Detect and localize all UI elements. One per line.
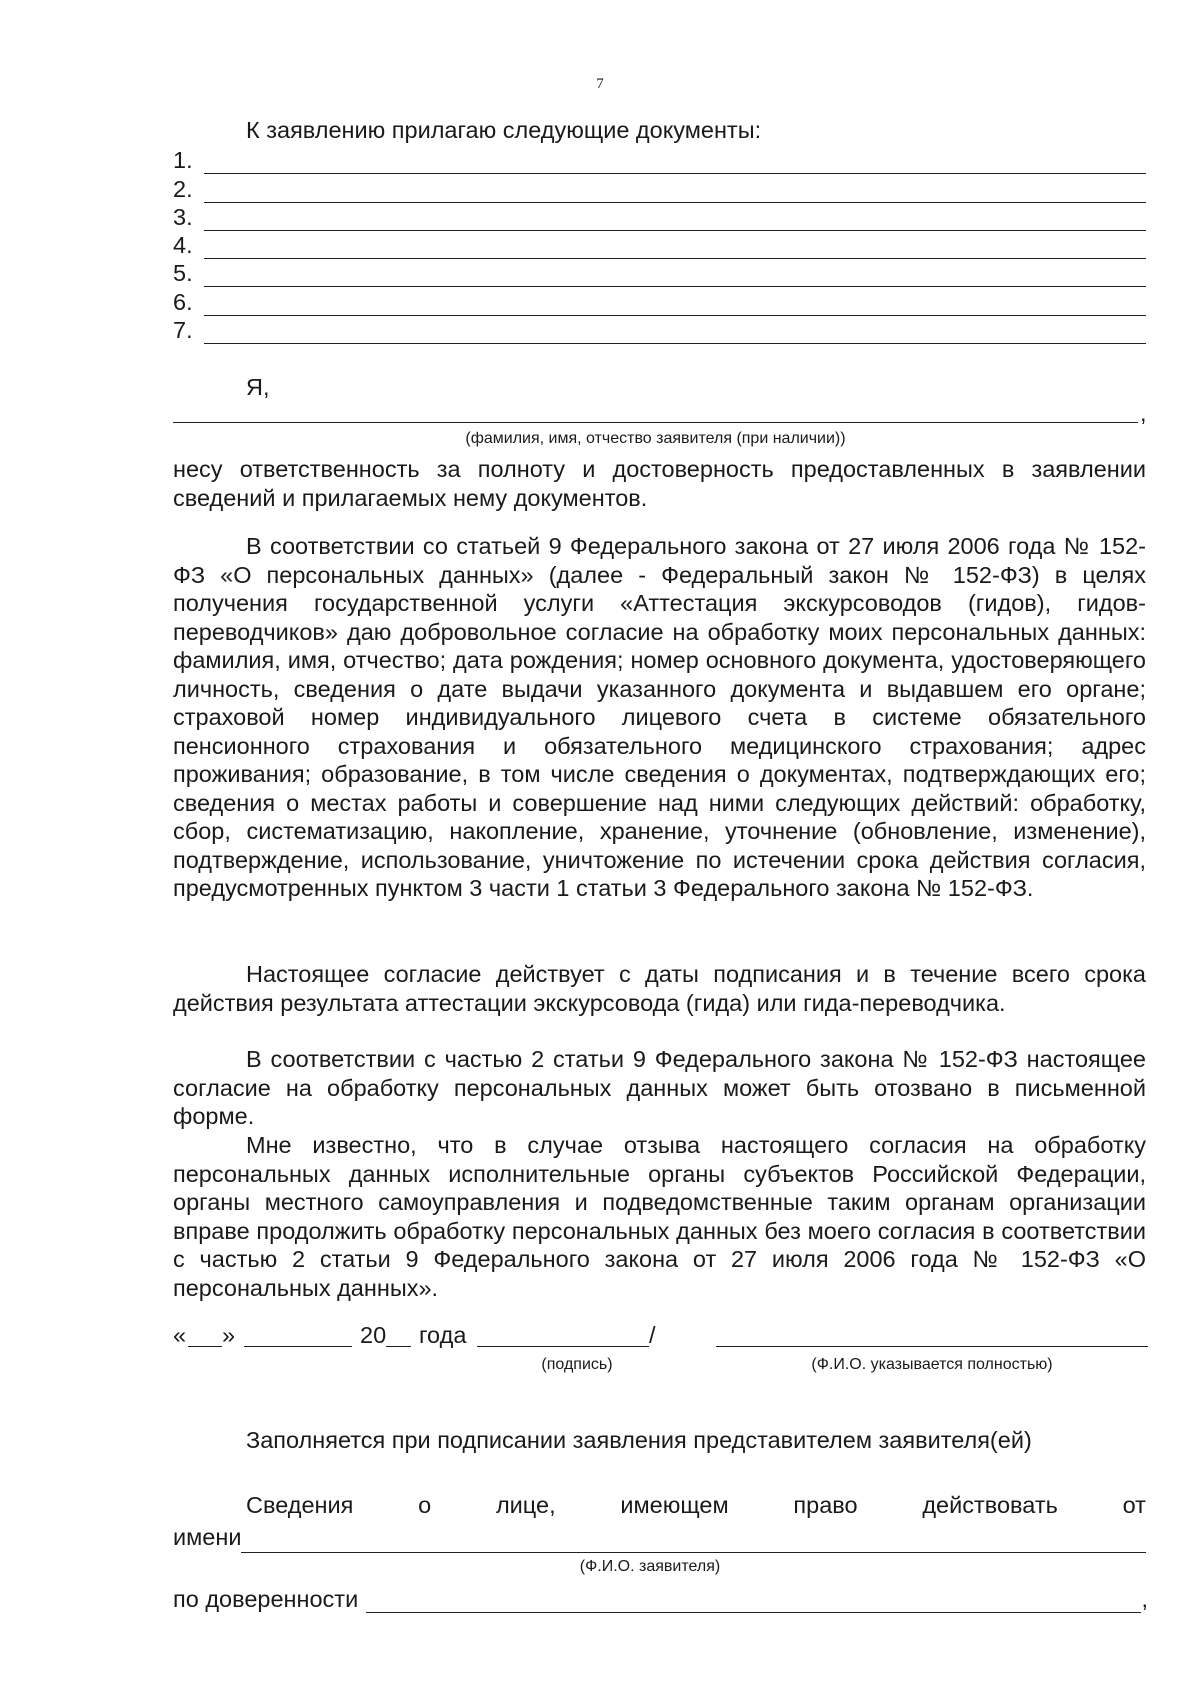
responsibility-paragraph: несу ответственность за полноту и достоверность предоставленных в заявлении сведений и прилагаемых нему документов. — [173, 456, 1146, 511]
word: Сведения — [246, 1492, 354, 1518]
signer-fio-blank-line[interactable] — [716, 1346, 1148, 1347]
word: право — [793, 1492, 858, 1518]
attachment-number: 3. — [173, 203, 193, 230]
quote-close: » — [222, 1322, 236, 1348]
attachment-row[interactable] — [173, 316, 1146, 344]
applicant-fio-caption: (фамилия, имя, отчество заявителя (при наличии)) — [465, 430, 846, 447]
applicant-fio-comma: , — [1140, 400, 1147, 426]
representative-note: Заполняется при подписании заявления представителем заявителя(ей) — [246, 1427, 1032, 1453]
applicant-name-blank-line[interactable] — [241, 1526, 1146, 1553]
representative-info-line — [173, 1489, 1146, 1521]
consent-paragraph-2: Настоящее согласие действует с даты подписания и в течение всего срока действия результата аттестации экскурсовода (гида) или гида-переводчика. — [173, 961, 1146, 1016]
attachment-row[interactable] — [173, 174, 1146, 202]
attachment-row[interactable] — [173, 146, 1146, 174]
signature-slash: / — [649, 1322, 656, 1348]
attachment-number: 1. — [173, 147, 193, 174]
consent-paragraph-4: Мне известно, что в случае отзыва настоящего согласия на обработку персональных данных исполнительные органы субъектов Российской Федерации, органы местного самоуправления и подведомственные таким органам организации вправе продолжить обработку персональных данных без моего согласия в соответствии с частью 2 статьи 9 Федерального закона от 27 июля 2006 года № 152-ФЗ «О персональных данных». — [173, 1132, 1146, 1301]
attachment-blank-line[interactable] — [204, 264, 1146, 287]
applicant-name-caption: (Ф.И.О. заявителя) — [579, 1558, 721, 1575]
imeni-label: имени — [173, 1524, 242, 1550]
attachment-blank-line[interactable] — [204, 293, 1146, 316]
attachment-blank-line[interactable] — [204, 321, 1146, 344]
signature-row — [173, 1321, 1153, 1355]
attachment-blank-line[interactable] — [204, 180, 1146, 203]
attachment-number: 4. — [173, 232, 193, 259]
year-suffix: года — [419, 1322, 467, 1348]
year-prefix: 20 — [360, 1322, 387, 1348]
declaration-ya: Я, — [246, 374, 270, 400]
attachment-number: 7. — [173, 317, 193, 344]
attachment-number: 2. — [173, 175, 193, 202]
page-number: 7 — [596, 76, 604, 92]
year-blank-line[interactable] — [386, 1346, 411, 1347]
attachment-row[interactable] — [173, 259, 1146, 287]
power-of-attorney-label: по доверенности — [173, 1586, 359, 1612]
signature-caption: (подпись) — [541, 1356, 613, 1373]
power-of-attorney-blank-line[interactable] — [366, 1586, 1141, 1613]
attachment-blank-line[interactable] — [204, 208, 1146, 231]
consent-paragraph-3: В соответствии с частью 2 статьи 9 Федерального закона № 152-ФЗ настоящее согласие на обработку персональных данных может быть отозвано в письменной форме. — [173, 1046, 1146, 1129]
applicant-fio-blank-line[interactable] — [173, 422, 1138, 423]
representative-info — [173, 1489, 1146, 1553]
attachment-blank-line[interactable] — [204, 236, 1146, 259]
quote-open: « — [173, 1322, 187, 1348]
attachment-row[interactable] — [173, 203, 1146, 231]
signature-blank-line[interactable] — [477, 1346, 649, 1347]
representative-imeni-line — [173, 1521, 1146, 1553]
attachment-row[interactable] — [173, 287, 1146, 315]
day-blank-line[interactable] — [188, 1346, 222, 1347]
attachments-list — [173, 146, 1146, 344]
attachment-row[interactable] — [173, 231, 1146, 259]
month-blank-line[interactable] — [244, 1346, 352, 1347]
consent-paragraph-1: В соответствии со статьей 9 Федерального закона от 27 июля 2006 года № 152-ФЗ «О персональных данных» (далее - Федеральный закон № 152-ФЗ) в целях получения государственной услуги «Аттестация экскурсоводов (гидов), гидов-переводчиков» даю добровольное согласие на обработку моих персональных данных: фамилия, имя, отчество; дата рождения; номер основного документа, удостоверяющего личность, сведения о дате выдачи указанного документа и выдавшем его органе; страховой номер индивидуального лицевого счета в системе обязательного пенсионного страхования и обязательного медицинского страхования; адрес проживания; образование, в том числе сведения о документах, подтверждающих его; сведения о местах работы и совершение над ними следующих действий: обработку, сбор, систематизацию, накопление, хранение, уточнение (обновление, изменение), подтверждение, использование, уничтожение по истечении срока действия согласия, предусмотренных пунктом 3 части 1 статьи 3 Федерального закона № 152-ФЗ. — [173, 533, 1146, 901]
word: действовать — [922, 1492, 1058, 1518]
word: имеющем — [620, 1492, 729, 1518]
attachment-blank-line[interactable] — [204, 151, 1146, 174]
attachment-number: 6. — [173, 288, 193, 315]
word: от — [1122, 1492, 1146, 1518]
attachments-intro: К заявлению прилагаю следующие документы: — [246, 117, 762, 143]
attachment-number: 5. — [173, 260, 193, 287]
word: о — [418, 1492, 432, 1518]
signer-fio-caption: (Ф.И.О. указывается полностью) — [811, 1356, 1053, 1373]
word: лице, — [495, 1492, 556, 1518]
power-of-attorney-row — [173, 1586, 1148, 1613]
power-of-attorney-comma: , — [1141, 1586, 1148, 1612]
